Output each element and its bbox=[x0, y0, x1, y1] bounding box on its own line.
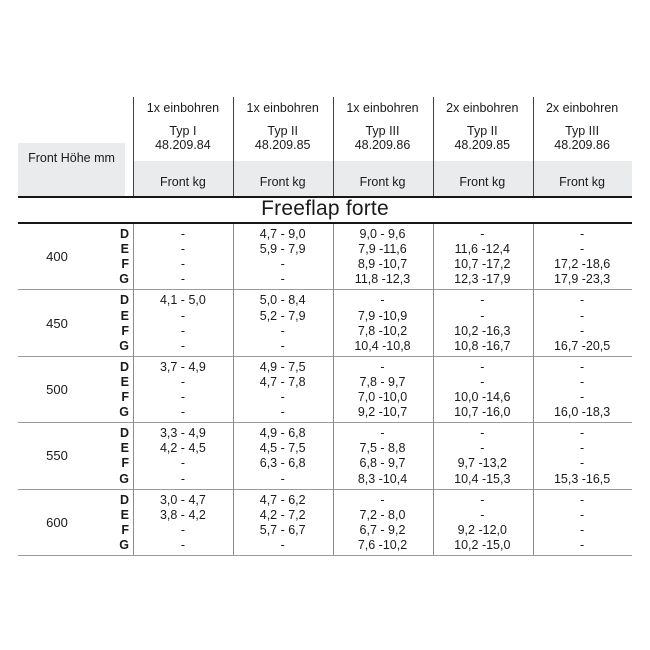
load-range-value: 4,7 - 7,8 bbox=[259, 374, 306, 389]
height-block-500 bbox=[18, 357, 632, 423]
column-separator bbox=[133, 224, 134, 555]
table-row-550-E bbox=[18, 441, 632, 455]
load-range-value: - bbox=[180, 338, 185, 353]
article-number: 48.209.85 bbox=[254, 138, 311, 152]
load-range-value: 5,9 - 7,9 bbox=[259, 242, 306, 257]
load-range-value: 7,2 - 8,0 bbox=[359, 507, 406, 522]
unit-label-2: Front kg bbox=[333, 161, 433, 196]
load-range-value: - bbox=[280, 471, 285, 486]
load-range-value: - bbox=[180, 308, 185, 323]
load-range-value: 7,9 -11,6 bbox=[358, 242, 407, 257]
header-row-einbohren bbox=[18, 95, 632, 121]
height-block-550 bbox=[18, 423, 632, 489]
row-letter: D bbox=[119, 359, 129, 374]
load-range-value: 3,7 - 4,9 bbox=[159, 359, 206, 374]
column-separator bbox=[333, 97, 334, 196]
table-row-400-E bbox=[18, 242, 632, 256]
load-range-value: 10,2 -15,0 bbox=[454, 537, 511, 552]
column-einbohren-label-4: 2x einbohren bbox=[545, 101, 619, 115]
load-range-value: 16,7 -20,5 bbox=[553, 338, 611, 353]
typ-name: Typ III bbox=[565, 124, 600, 138]
load-range-value: 8,3 -10,4 bbox=[357, 471, 408, 486]
load-range-value: - bbox=[280, 405, 285, 420]
load-range-value: 4,9 - 7,5 bbox=[259, 359, 306, 374]
column-separator bbox=[233, 97, 234, 196]
load-range-value: 5,7 - 6,7 bbox=[259, 522, 306, 537]
load-range-value: - bbox=[180, 323, 185, 338]
typ-name: Typ II bbox=[467, 124, 498, 138]
row-letter: F bbox=[121, 323, 129, 338]
load-range-value: - bbox=[580, 308, 585, 323]
load-range-value: - bbox=[280, 537, 285, 552]
load-range-value: - bbox=[180, 390, 185, 405]
load-range-value: - bbox=[580, 293, 585, 308]
column-separator bbox=[433, 224, 434, 555]
load-range-value: - bbox=[180, 257, 185, 272]
load-range-value: - bbox=[480, 293, 485, 308]
table-row-600-G bbox=[18, 538, 632, 552]
load-range-value: - bbox=[180, 374, 185, 389]
load-range-value: 17,2 -18,6 bbox=[553, 257, 611, 272]
load-range-value: 12,3 -17,9 bbox=[454, 272, 511, 287]
load-range-value: - bbox=[580, 227, 585, 242]
load-range-value: - bbox=[380, 359, 385, 374]
column-typ-header-0 bbox=[133, 121, 233, 155]
table-row-600-E bbox=[18, 508, 632, 522]
load-range-value: - bbox=[380, 492, 385, 507]
load-range-value: - bbox=[480, 227, 485, 242]
table-row-400-F bbox=[18, 257, 632, 271]
row-letter: E bbox=[120, 441, 129, 456]
load-range-value: 7,8 -10,2 bbox=[357, 323, 408, 338]
load-range-value: 10,4 -10,8 bbox=[354, 338, 411, 353]
typ-name: Typ I bbox=[169, 124, 197, 138]
row-letter: G bbox=[119, 272, 129, 287]
load-range-value: 6,8 - 9,7 bbox=[359, 456, 406, 471]
load-range-value: 17,9 -23,3 bbox=[553, 272, 611, 287]
load-range-value: 9,0 - 9,6 bbox=[359, 227, 406, 242]
front-height-value: 400 bbox=[46, 249, 68, 265]
table-row-550-D bbox=[18, 426, 632, 440]
column-typ-header-1 bbox=[233, 121, 333, 155]
row-letter: E bbox=[120, 374, 129, 389]
load-range-value: - bbox=[580, 323, 585, 338]
load-range-value: - bbox=[580, 537, 585, 552]
column-einbohren-label-3: 2x einbohren bbox=[446, 101, 519, 115]
column-separator bbox=[533, 224, 534, 555]
load-range-value: - bbox=[580, 507, 585, 522]
row-letter: F bbox=[121, 390, 129, 405]
load-range-value: - bbox=[280, 272, 285, 287]
column-einbohren-label-0: 1x einbohren bbox=[146, 101, 220, 115]
column-einbohren-label-2: 1x einbohren bbox=[346, 101, 419, 115]
load-range-value: - bbox=[480, 308, 485, 323]
row-letter: F bbox=[121, 257, 129, 272]
load-range-value: - bbox=[480, 374, 485, 389]
table-row-400-G bbox=[18, 272, 632, 286]
load-range-value: 9,2 -12,0 bbox=[457, 522, 507, 537]
height-block-400 bbox=[18, 224, 632, 290]
load-range-value: - bbox=[180, 456, 185, 471]
load-range-value: - bbox=[580, 456, 585, 471]
unit-label-1: Front kg bbox=[233, 161, 333, 196]
load-range-value: 10,2 -16,3 bbox=[454, 323, 511, 338]
table-row-600-F bbox=[18, 523, 632, 537]
load-range-value: - bbox=[380, 426, 385, 441]
load-range-value: - bbox=[580, 441, 585, 456]
load-range-value: 6,7 - 9,2 bbox=[359, 522, 406, 537]
load-range-value: 7,9 -10,9 bbox=[357, 308, 408, 323]
column-separator bbox=[433, 97, 434, 196]
height-block-450 bbox=[18, 290, 632, 356]
load-range-value: - bbox=[480, 507, 485, 522]
load-range-value: 10,0 -14,6 bbox=[454, 390, 511, 405]
column-separator bbox=[133, 97, 134, 196]
load-range-value: 4,7 - 6,2 bbox=[259, 492, 306, 507]
front-height-value: 550 bbox=[46, 448, 68, 464]
load-range-value: 15,3 -16,5 bbox=[553, 471, 611, 486]
row-letter: E bbox=[120, 308, 129, 323]
table-row-500-E bbox=[18, 375, 632, 389]
load-range-value: 4,5 - 7,5 bbox=[259, 441, 306, 456]
table-row-600-D bbox=[18, 493, 632, 507]
unit-label-0: Front kg bbox=[133, 161, 233, 196]
load-range-value: 11,6 -12,4 bbox=[454, 242, 510, 257]
load-range-value: - bbox=[580, 359, 585, 374]
data-blocks bbox=[18, 224, 632, 556]
load-range-value: - bbox=[180, 471, 185, 486]
height-block-600 bbox=[18, 490, 632, 556]
table-row-450-F bbox=[18, 324, 632, 338]
load-range-value: 4,2 - 7,2 bbox=[259, 507, 306, 522]
load-range-value: 4,1 - 5,0 bbox=[159, 293, 206, 308]
load-range-value: - bbox=[180, 405, 185, 420]
front-height-value: 600 bbox=[46, 514, 68, 530]
table-row-500-D bbox=[18, 360, 632, 374]
typ-name: Typ III bbox=[365, 124, 400, 138]
row-letter: F bbox=[121, 522, 129, 537]
load-range-value: - bbox=[480, 426, 485, 441]
article-number: 48.209.85 bbox=[454, 138, 511, 152]
load-range-value: - bbox=[180, 522, 185, 537]
row-letter: G bbox=[119, 471, 129, 486]
load-range-value: - bbox=[380, 293, 385, 308]
front-height-header: Front Höhe mm bbox=[18, 143, 125, 196]
table-row-400-D bbox=[18, 227, 632, 241]
front-height-value: 500 bbox=[46, 382, 68, 398]
table-row-550-G bbox=[18, 472, 632, 486]
table-row-550-F bbox=[18, 456, 632, 470]
load-range-value: 11,8 -12,3 bbox=[354, 272, 411, 287]
load-range-value: 10,7 -17,2 bbox=[454, 257, 511, 272]
load-range-value: - bbox=[280, 323, 285, 338]
page-title: Freeflap forte bbox=[261, 197, 389, 220]
load-range-value: 9,2 -10,7 bbox=[357, 405, 408, 420]
column-separator bbox=[233, 224, 234, 555]
load-range-value: - bbox=[180, 242, 185, 257]
unit-label-4: Front kg bbox=[532, 161, 632, 196]
article-number: 48.209.86 bbox=[354, 138, 411, 152]
load-range-value: 7,8 - 9,7 bbox=[359, 374, 406, 389]
article-number: 48.209.84 bbox=[155, 138, 211, 152]
table-row-450-D bbox=[18, 293, 632, 307]
load-range-value: - bbox=[280, 390, 285, 405]
column-separator bbox=[533, 97, 534, 196]
load-range-value: - bbox=[480, 441, 485, 456]
load-range-value: 7,0 -10,0 bbox=[357, 390, 408, 405]
load-range-value: - bbox=[480, 492, 485, 507]
front-height-value: 450 bbox=[46, 315, 68, 331]
load-range-value: 10,7 -16,0 bbox=[454, 405, 511, 420]
load-range-value: 10,4 -15,3 bbox=[454, 471, 511, 486]
typ-name: Typ II bbox=[267, 124, 298, 138]
load-range-value: - bbox=[580, 242, 585, 257]
column-separator bbox=[333, 224, 334, 555]
load-range-value: 10,8 -16,7 bbox=[454, 338, 511, 353]
table-row-450-G bbox=[18, 339, 632, 353]
load-range-value: 5,0 - 8,4 bbox=[259, 293, 306, 308]
row-letter: D bbox=[119, 492, 129, 507]
table-row-500-G bbox=[18, 405, 632, 419]
load-range-value: - bbox=[580, 374, 585, 389]
load-range-value: 7,6 -10,2 bbox=[357, 537, 408, 552]
load-range-value: - bbox=[580, 492, 585, 507]
column-einbohren-label-1: 1x einbohren bbox=[246, 101, 319, 115]
load-range-value: 4,2 - 4,5 bbox=[159, 441, 206, 456]
row-letter: D bbox=[119, 293, 129, 308]
load-capacity-table bbox=[18, 95, 632, 561]
load-range-value: 8,9 -10,7 bbox=[357, 257, 408, 272]
load-range-value: - bbox=[180, 272, 185, 287]
load-range-value: - bbox=[180, 537, 185, 552]
row-letter: D bbox=[119, 227, 129, 242]
load-range-value: - bbox=[580, 390, 585, 405]
row-letter: G bbox=[119, 405, 129, 420]
load-range-value: - bbox=[580, 426, 585, 441]
load-range-value: - bbox=[280, 338, 285, 353]
unit-label-3: Front kg bbox=[432, 161, 532, 196]
row-letter: D bbox=[119, 426, 129, 441]
load-range-value: - bbox=[580, 522, 585, 537]
load-range-value: - bbox=[180, 227, 185, 242]
row-letter: G bbox=[119, 338, 129, 353]
row-letter: F bbox=[121, 456, 129, 471]
row-letter: G bbox=[119, 537, 129, 552]
table-row-500-F bbox=[18, 390, 632, 404]
column-typ-header-2 bbox=[333, 121, 433, 155]
row-letter: E bbox=[120, 242, 129, 257]
row-letter: E bbox=[120, 507, 129, 522]
column-typ-header-4 bbox=[532, 121, 632, 155]
load-range-value: 9,7 -13,2 bbox=[457, 456, 507, 471]
load-range-value: 4,7 - 9,0 bbox=[259, 227, 306, 242]
article-number: 48.209.86 bbox=[554, 138, 610, 152]
table-row-450-E bbox=[18, 309, 632, 323]
load-range-value: 3,8 - 4,2 bbox=[159, 507, 206, 522]
load-range-value: - bbox=[480, 359, 485, 374]
column-typ-header-3 bbox=[432, 121, 532, 155]
header-spacer bbox=[18, 95, 133, 121]
load-range-value: 4,9 - 6,8 bbox=[259, 426, 306, 441]
load-range-value: 3,3 - 4,9 bbox=[159, 426, 206, 441]
load-range-value: 7,5 - 8,8 bbox=[359, 441, 406, 456]
load-range-value: - bbox=[280, 257, 285, 272]
load-range-value: 5,2 - 7,9 bbox=[259, 308, 306, 323]
load-range-value: 3,0 - 4,7 bbox=[159, 492, 206, 507]
load-range-value: 16,0 -18,3 bbox=[553, 405, 611, 420]
load-range-value: 6,3 - 6,8 bbox=[259, 456, 306, 471]
